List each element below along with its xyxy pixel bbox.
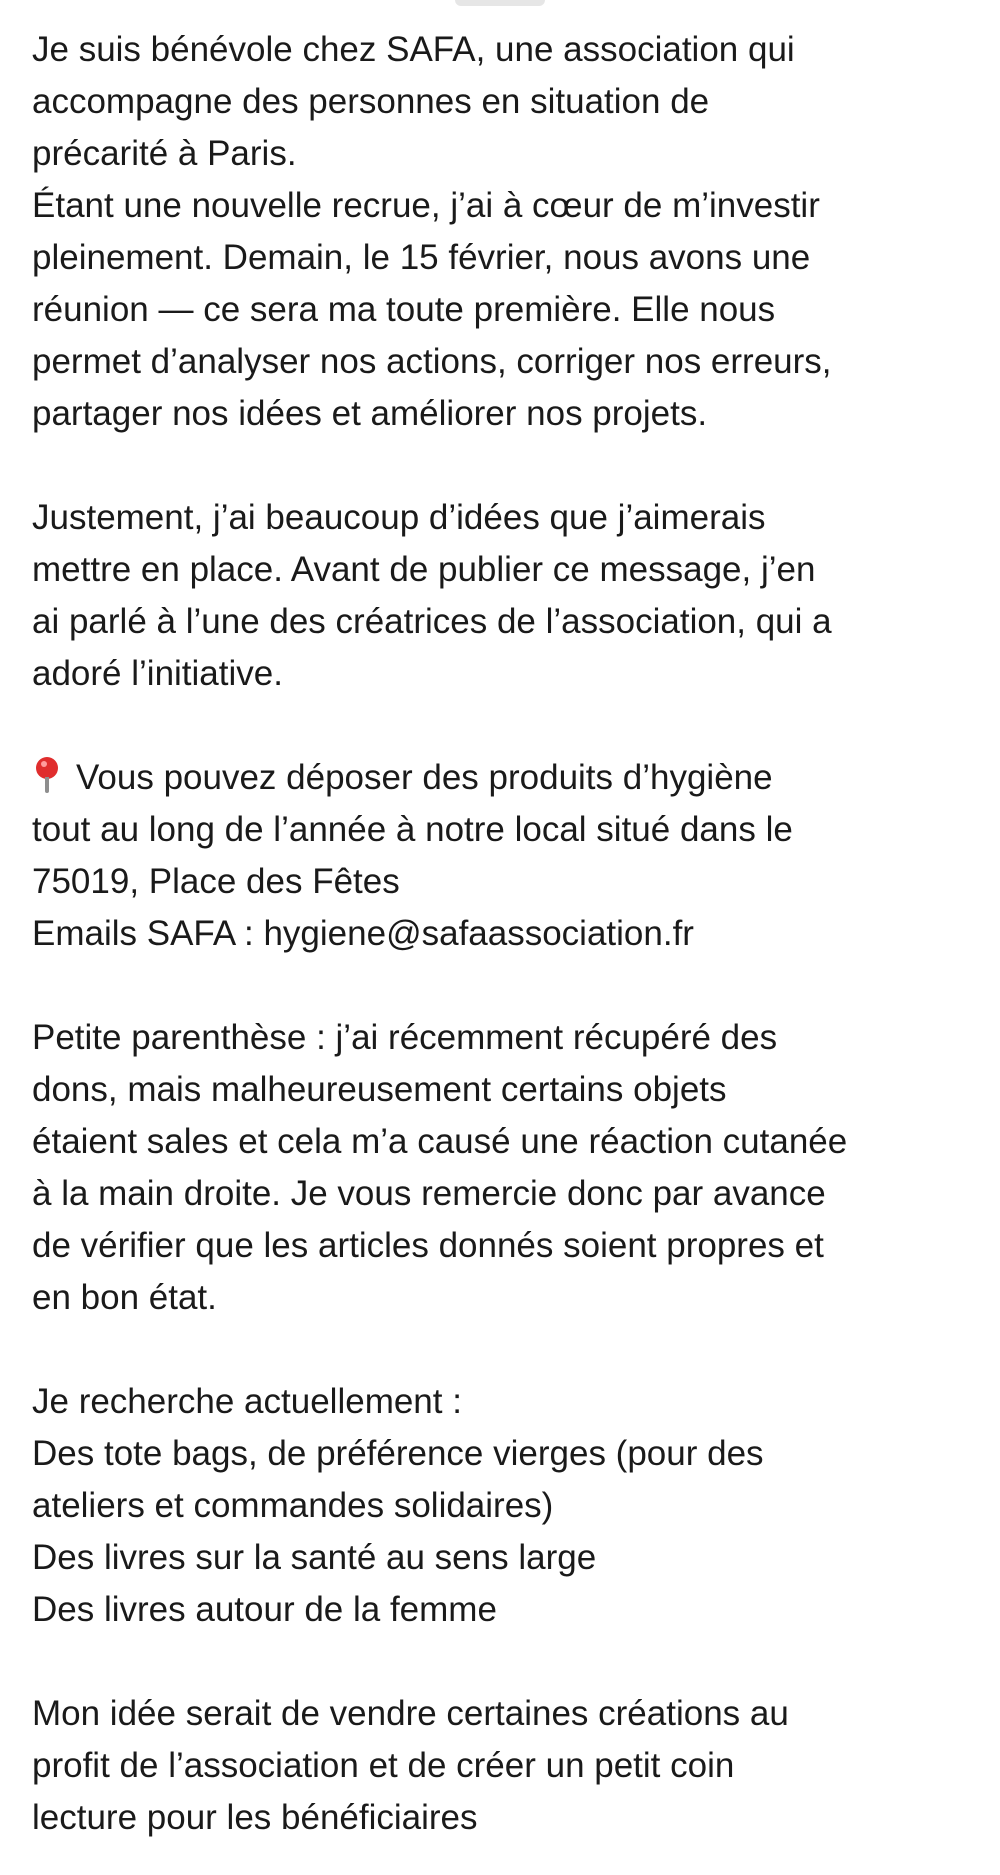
text-line: dons, mais malheureusement certains objets <box>32 1070 727 1109</box>
text-line: permet d’analyser nos actions, corriger nos erreurs, <box>32 342 832 381</box>
text-line: Mon idée serait de vendre certaines créations au <box>32 1694 789 1733</box>
text-line: 75019, Place des Fêtes <box>32 862 400 901</box>
text-line: profit de l’association et de créer un petit coin <box>32 1746 735 1785</box>
text-line: étaient sales et cela m’a causé une réaction cutanée <box>32 1122 848 1161</box>
text-line: tout au long de l’année à notre local situé dans le <box>32 810 793 849</box>
text-line: précarité à Paris. <box>32 134 297 173</box>
text-line: ai parlé à l’une des créatrices de l’association, qui a <box>32 602 832 641</box>
text-line: accompagne des personnes en situation de <box>32 82 710 121</box>
text-line: réunion — ce sera ma toute première. Elle nous <box>32 290 776 329</box>
text-line-with-icon <box>32 752 982 804</box>
text-line: de vérifier que les articles donnés soient propres et <box>32 1226 824 1265</box>
text-line: Des livres sur la santé au sens large <box>32 1538 597 1577</box>
text-line: pleinement. Demain, le 15 février, nous avons une <box>32 238 811 277</box>
text-line: Étant une nouvelle recrue, j’ai à cœur de m’investir <box>32 186 820 225</box>
paragraph-ideas <box>32 492 982 700</box>
text-line: Des livres autour de la femme <box>32 1590 497 1629</box>
text-line: Je suis bénévole chez SAFA, une association qui <box>32 30 795 69</box>
paragraph-intro <box>32 24 982 440</box>
text-line: Vous pouvez déposer des produits d’hygiène <box>76 758 773 797</box>
paragraph-conclusion <box>32 1688 982 1844</box>
text-line: Des tote bags, de préférence vierges (pour des <box>32 1434 764 1473</box>
paragraph-aside <box>32 1012 982 1324</box>
text-line: adoré l’initiative. <box>32 654 283 693</box>
post-body <box>32 24 982 1844</box>
paragraph-wishlist <box>32 1376 982 1636</box>
text-line: mettre en place. Avant de publier ce message, j’en <box>32 550 816 589</box>
text-line: Je recherche actuellement : <box>32 1382 462 1421</box>
text-line: Justement, j’ai beaucoup d’idées que j’aimerais <box>32 498 766 537</box>
text-line: en bon état. <box>32 1278 217 1317</box>
paragraph-drop-off <box>32 752 982 960</box>
text-line: lecture pour les bénéficiaires <box>32 1798 478 1837</box>
text-line: Petite parenthèse : j’ai récemment récupéré des <box>32 1018 778 1057</box>
email-line: Emails SAFA : hygiene@safaassociation.fr <box>32 914 694 953</box>
text-line: à la main droite. Je vous remercie donc par avance <box>32 1174 826 1213</box>
text-line: ateliers et commandes solidaires) <box>32 1486 554 1525</box>
text-line: partager nos idées et améliorer nos projets. <box>32 394 708 433</box>
round-pushpin-icon <box>32 755 62 795</box>
drag-handle[interactable] <box>455 0 545 6</box>
